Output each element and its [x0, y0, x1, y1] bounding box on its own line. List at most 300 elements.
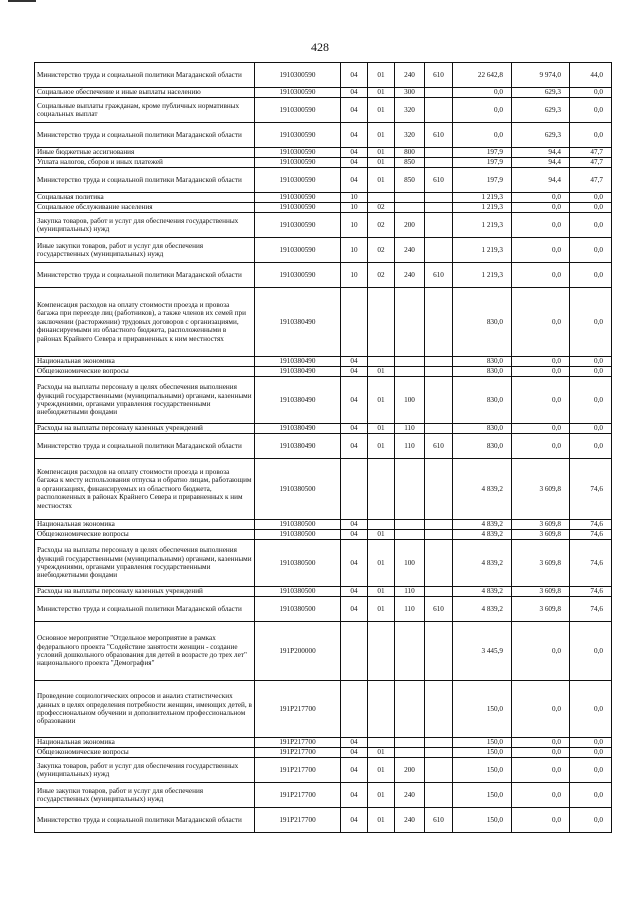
cell-admin-code: [425, 357, 453, 367]
cell-subsection: 01: [368, 530, 395, 540]
cell-expense-type: 320: [395, 123, 425, 148]
cell-name: Министерство труда и социальной политики Магаданской области: [35, 434, 255, 459]
cell-percent: 47,7: [570, 168, 612, 193]
cell-percent: 74,6: [570, 597, 612, 622]
cell-admin-code: 610: [425, 263, 453, 288]
cell-percent: 0,0: [570, 783, 612, 808]
table-row: [35, 148, 612, 158]
cell-subsection: 01: [368, 808, 395, 833]
cell-subsection: 01: [368, 434, 395, 459]
cell-subsection: [368, 681, 395, 738]
cell-actual-amount: 0,0: [512, 193, 570, 203]
cell-actual-amount: 3 609,8: [512, 540, 570, 587]
cell-plan-amount: 4 839,2: [453, 587, 512, 597]
cell-section: 04: [341, 377, 368, 424]
cell-percent: 0,0: [570, 263, 612, 288]
cell-expense-type: [395, 681, 425, 738]
cell-expense-type: [395, 288, 425, 357]
cell-admin-code: [425, 238, 453, 263]
cell-expense-type: 200: [395, 758, 425, 783]
cell-admin-code: [425, 783, 453, 808]
cell-subsection: [368, 622, 395, 681]
cell-name: Министерство труда и социальной политики Магаданской области: [35, 597, 255, 622]
cell-name: Национальная экономика: [35, 520, 255, 530]
cell-percent: 74,6: [570, 520, 612, 530]
table-row: [35, 424, 612, 434]
cell-name: Министерство труда и социальной политики Магаданской области: [35, 63, 255, 88]
table-row: [35, 88, 612, 98]
cell-expense-type: 110: [395, 597, 425, 622]
cell-section: 04: [341, 424, 368, 434]
cell-subsection: 01: [368, 783, 395, 808]
cell-target-code: 1910300590: [255, 238, 341, 263]
cell-expense-type: 300: [395, 88, 425, 98]
cell-target-code: 1910380500: [255, 597, 341, 622]
cell-plan-amount: 830,0: [453, 434, 512, 459]
cell-name: Расходы на выплаты персоналу в целях обеспечения выполнения функций государственными (муниципальными) органами, казенными учреждениями, органами управления государственными внебюджетными фондами: [35, 540, 255, 587]
cell-plan-amount: 4 839,2: [453, 530, 512, 540]
cell-target-code: 1910300590: [255, 98, 341, 123]
cell-subsection: [368, 738, 395, 748]
cell-expense-type: [395, 530, 425, 540]
cell-expense-type: 850: [395, 168, 425, 193]
cell-section: 04: [341, 587, 368, 597]
table-row: [35, 98, 612, 123]
cell-actual-amount: 0,0: [512, 783, 570, 808]
cell-section: 04: [341, 123, 368, 148]
cell-section: 04: [341, 758, 368, 783]
cell-expense-type: 320: [395, 98, 425, 123]
cell-admin-code: 610: [425, 168, 453, 193]
cell-percent: 74,6: [570, 587, 612, 597]
cell-name: Закупка товаров, работ и услуг для обеспечения государственных (муниципальных) нужд: [35, 758, 255, 783]
cell-expense-type: 800: [395, 148, 425, 158]
cell-admin-code: [425, 530, 453, 540]
cell-section: 04: [341, 808, 368, 833]
table-row: [35, 597, 612, 622]
cell-actual-amount: 0,0: [512, 238, 570, 263]
cell-section: 04: [341, 88, 368, 98]
cell-subsection: 01: [368, 748, 395, 758]
cell-plan-amount: 150,0: [453, 748, 512, 758]
cell-subsection: [368, 193, 395, 203]
cell-actual-amount: 94,4: [512, 168, 570, 193]
cell-target-code: 1910380490: [255, 424, 341, 434]
cell-plan-amount: 4 839,2: [453, 520, 512, 530]
cell-percent: 0,0: [570, 288, 612, 357]
table-row: [35, 203, 612, 213]
cell-subsection: 01: [368, 98, 395, 123]
cell-admin-code: 610: [425, 434, 453, 459]
cell-name: Иные закупки товаров, работ и услуг для обеспечения государственных (муниципальных) нужд: [35, 238, 255, 263]
cell-section: 10: [341, 238, 368, 263]
cell-name: Национальная экономика: [35, 738, 255, 748]
table-row: [35, 540, 612, 587]
cell-actual-amount: 629,3: [512, 98, 570, 123]
cell-admin-code: [425, 622, 453, 681]
table-row: [35, 263, 612, 288]
cell-actual-amount: 0,0: [512, 738, 570, 748]
cell-admin-code: [425, 377, 453, 424]
cell-target-code: 1910300590: [255, 88, 341, 98]
top-edge-mark: [8, 0, 36, 2]
table-row: [35, 377, 612, 424]
cell-subsection: 02: [368, 203, 395, 213]
cell-actual-amount: 0,0: [512, 681, 570, 738]
cell-name: Расходы на выплаты персоналу казенных учреждений: [35, 587, 255, 597]
table-row: [35, 213, 612, 238]
cell-name: Расходы на выплаты персоналу казенных учреждений: [35, 424, 255, 434]
cell-admin-code: 610: [425, 63, 453, 88]
cell-actual-amount: 94,4: [512, 158, 570, 168]
cell-target-code: 1910380490: [255, 288, 341, 357]
cell-actual-amount: 0,0: [512, 357, 570, 367]
cell-percent: 0,0: [570, 622, 612, 681]
cell-actual-amount: 0,0: [512, 288, 570, 357]
cell-plan-amount: 150,0: [453, 808, 512, 833]
cell-admin-code: [425, 148, 453, 158]
cell-name: Уплата налогов, сборов и иных платежей: [35, 158, 255, 168]
cell-expense-type: 240: [395, 783, 425, 808]
cell-subsection: 02: [368, 263, 395, 288]
cell-actual-amount: 0,0: [512, 263, 570, 288]
cell-percent: 47,7: [570, 148, 612, 158]
cell-plan-amount: 830,0: [453, 357, 512, 367]
cell-target-code: 1910380500: [255, 530, 341, 540]
cell-percent: 74,6: [570, 540, 612, 587]
table-row: [35, 520, 612, 530]
cell-plan-amount: 0,0: [453, 123, 512, 148]
cell-name: Общеэкономические вопросы: [35, 367, 255, 377]
cell-plan-amount: 197,9: [453, 148, 512, 158]
table-row: [35, 587, 612, 597]
cell-plan-amount: 150,0: [453, 783, 512, 808]
cell-actual-amount: 0,0: [512, 808, 570, 833]
cell-name: Расходы на выплаты персоналу в целях обеспечения выполнения функций государственными (муниципальными) органами, казенными учреждениями, органами управления государственными внебюджетными фондами: [35, 377, 255, 424]
cell-actual-amount: 9 974,0: [512, 63, 570, 88]
table-row: [35, 808, 612, 833]
cell-expense-type: [395, 748, 425, 758]
cell-target-code: 1910380500: [255, 587, 341, 597]
cell-plan-amount: 1 219,3: [453, 193, 512, 203]
table-row: [35, 434, 612, 459]
cell-subsection: 02: [368, 213, 395, 238]
cell-section: [341, 288, 368, 357]
cell-subsection: [368, 288, 395, 357]
cell-actual-amount: 629,3: [512, 123, 570, 148]
cell-admin-code: [425, 288, 453, 357]
cell-name: Социальное обслуживание населения: [35, 203, 255, 213]
cell-actual-amount: 3 609,8: [512, 530, 570, 540]
cell-expense-type: 240: [395, 263, 425, 288]
cell-name: Закупка товаров, работ и услуг для обеспечения государственных (муниципальных) нужд: [35, 213, 255, 238]
table-row: [35, 288, 612, 357]
cell-name: Иные закупки товаров, работ и услуг для обеспечения государственных (муниципальных) нужд: [35, 783, 255, 808]
cell-target-code: 191P217700: [255, 748, 341, 758]
cell-actual-amount: 3 609,8: [512, 520, 570, 530]
cell-section: [341, 459, 368, 520]
cell-admin-code: [425, 459, 453, 520]
cell-percent: 0,0: [570, 424, 612, 434]
table-row: [35, 783, 612, 808]
cell-subsection: 01: [368, 63, 395, 88]
cell-plan-amount: 1 219,3: [453, 263, 512, 288]
cell-subsection: [368, 357, 395, 367]
cell-plan-amount: 0,0: [453, 98, 512, 123]
cell-actual-amount: 0,0: [512, 203, 570, 213]
cell-plan-amount: 830,0: [453, 424, 512, 434]
cell-percent: 0,0: [570, 203, 612, 213]
cell-subsection: 01: [368, 540, 395, 587]
cell-admin-code: [425, 540, 453, 587]
cell-admin-code: [425, 158, 453, 168]
cell-section: 04: [341, 597, 368, 622]
cell-subsection: 01: [368, 597, 395, 622]
cell-actual-amount: 0,0: [512, 424, 570, 434]
cell-percent: 0,0: [570, 808, 612, 833]
cell-percent: 0,0: [570, 758, 612, 783]
cell-name: Министерство труда и социальной политики Магаданской области: [35, 123, 255, 148]
cell-subsection: 01: [368, 168, 395, 193]
cell-section: 04: [341, 520, 368, 530]
table-row: [35, 168, 612, 193]
cell-target-code: 191P217700: [255, 681, 341, 738]
cell-target-code: 1910380490: [255, 377, 341, 424]
cell-percent: 0,0: [570, 377, 612, 424]
cell-plan-amount: 3 445,9: [453, 622, 512, 681]
cell-section: [341, 681, 368, 738]
cell-expense-type: 240: [395, 808, 425, 833]
page-number: 428: [311, 40, 329, 54]
cell-target-code: 1910300590: [255, 263, 341, 288]
cell-target-code: 1910380490: [255, 367, 341, 377]
cell-percent: 0,0: [570, 681, 612, 738]
cell-expense-type: [395, 738, 425, 748]
cell-actual-amount: 94,4: [512, 148, 570, 158]
cell-section: [341, 622, 368, 681]
cell-subsection: 01: [368, 424, 395, 434]
cell-target-code: 1910300590: [255, 193, 341, 203]
cell-target-code: 1910380500: [255, 459, 341, 520]
cell-name: Социальное обеспечение и иные выплаты населению: [35, 88, 255, 98]
cell-actual-amount: 0,0: [512, 434, 570, 459]
cell-name: Социальные выплаты гражданам, кроме публичных нормативных социальных выплат: [35, 98, 255, 123]
cell-admin-code: [425, 424, 453, 434]
cell-actual-amount: 0,0: [512, 622, 570, 681]
cell-subsection: 01: [368, 158, 395, 168]
cell-subsection: 01: [368, 587, 395, 597]
cell-section: 04: [341, 367, 368, 377]
cell-name: Общеэкономические вопросы: [35, 748, 255, 758]
cell-plan-amount: 150,0: [453, 681, 512, 738]
cell-section: 04: [341, 738, 368, 748]
table-row: [35, 758, 612, 783]
cell-expense-type: [395, 203, 425, 213]
cell-expense-type: 100: [395, 540, 425, 587]
cell-subsection: 02: [368, 238, 395, 263]
cell-name: Компенсация расходов на оплату стоимости проезда и провоза багажа при переезде лиц (работников), а также членов их семей при заключении (расторжении) трудовых договоров с организациями, финансируемыми из областного бюджета, расположенными в районах Крайнего Севера и приравненных к ним местностях: [35, 288, 255, 357]
cell-target-code: 1910380500: [255, 540, 341, 587]
cell-expense-type: [395, 367, 425, 377]
table-row: [35, 681, 612, 738]
cell-section: 04: [341, 783, 368, 808]
cell-percent: 0,0: [570, 434, 612, 459]
cell-section: 04: [341, 98, 368, 123]
cell-actual-amount: 0,0: [512, 367, 570, 377]
cell-actual-amount: 0,0: [512, 377, 570, 424]
cell-subsection: [368, 520, 395, 530]
cell-plan-amount: 1 219,3: [453, 238, 512, 263]
cell-target-code: 1910380490: [255, 434, 341, 459]
cell-expense-type: 200: [395, 213, 425, 238]
cell-plan-amount: 830,0: [453, 377, 512, 424]
cell-actual-amount: 0,0: [512, 213, 570, 238]
budget-table: [34, 62, 612, 833]
cell-name: Национальная экономика: [35, 357, 255, 367]
cell-name: Общеэкономические вопросы: [35, 530, 255, 540]
cell-admin-code: 610: [425, 123, 453, 148]
cell-plan-amount: 4 839,2: [453, 597, 512, 622]
cell-percent: 0,0: [570, 193, 612, 203]
cell-target-code: 191P217700: [255, 758, 341, 783]
cell-target-code: 1910300590: [255, 158, 341, 168]
cell-section: 10: [341, 263, 368, 288]
table-row: [35, 158, 612, 168]
cell-admin-code: [425, 587, 453, 597]
table-row: [35, 123, 612, 148]
cell-admin-code: 610: [425, 808, 453, 833]
cell-section: 04: [341, 434, 368, 459]
cell-plan-amount: 197,9: [453, 158, 512, 168]
table-row: [35, 367, 612, 377]
cell-percent: 74,6: [570, 530, 612, 540]
cell-target-code: 191P217700: [255, 808, 341, 833]
cell-plan-amount: 1 219,3: [453, 213, 512, 238]
cell-admin-code: [425, 203, 453, 213]
cell-section: 04: [341, 748, 368, 758]
cell-subsection: 01: [368, 377, 395, 424]
cell-actual-amount: 3 609,8: [512, 597, 570, 622]
cell-percent: 0,0: [570, 88, 612, 98]
cell-name: Иные бюджетные ассигнования: [35, 148, 255, 158]
cell-expense-type: [395, 622, 425, 681]
cell-admin-code: [425, 748, 453, 758]
cell-target-code: 1910300590: [255, 168, 341, 193]
cell-percent: 44,0: [570, 63, 612, 88]
cell-admin-code: [425, 681, 453, 738]
cell-target-code: 1910300590: [255, 213, 341, 238]
cell-percent: 0,0: [570, 123, 612, 148]
cell-name: Компенсация расходов на оплату стоимости проезда и провоза багажа к месту использования отпуска и обратно лицам, работающим в организациях, финансируемых из областного бюджета, расположенных в районах Крайнего Севера и приравненных к ним местностях: [35, 459, 255, 520]
cell-subsection: 01: [368, 758, 395, 783]
table-row: [35, 193, 612, 203]
cell-percent: 47,7: [570, 158, 612, 168]
cell-name: Основное мероприятие "Отдельное мероприятие в рамках федерального проекта "Содействие занятости женщин - создание условий дошкольного образования для детей в возрасте до трех лет" национального проекта "Демография": [35, 622, 255, 681]
cell-name: Проведение социологических опросов и анализ статистических данных в целях определения потребности женщин, имеющих детей, в профессиональном обучении и дополнительном профессиональном образовании: [35, 681, 255, 738]
cell-name: Министерство труда и социальной политики Магаданской области: [35, 808, 255, 833]
cell-plan-amount: 197,9: [453, 168, 512, 193]
table-row: [35, 738, 612, 748]
table-row: [35, 748, 612, 758]
cell-plan-amount: 830,0: [453, 367, 512, 377]
table-row: [35, 238, 612, 263]
cell-admin-code: [425, 88, 453, 98]
cell-percent: 0,0: [570, 357, 612, 367]
cell-plan-amount: 830,0: [453, 288, 512, 357]
cell-expense-type: 110: [395, 424, 425, 434]
cell-target-code: 1910300590: [255, 123, 341, 148]
cell-plan-amount: 150,0: [453, 758, 512, 783]
cell-actual-amount: 3 609,8: [512, 587, 570, 597]
cell-percent: 0,0: [570, 238, 612, 263]
table-body: [35, 63, 612, 833]
cell-admin-code: [425, 98, 453, 123]
cell-percent: 0,0: [570, 98, 612, 123]
cell-plan-amount: 0,0: [453, 88, 512, 98]
cell-plan-amount: 4 839,2: [453, 459, 512, 520]
cell-plan-amount: 22 642,8: [453, 63, 512, 88]
cell-expense-type: [395, 459, 425, 520]
cell-expense-type: 110: [395, 587, 425, 597]
cell-expense-type: 100: [395, 377, 425, 424]
cell-plan-amount: 4 839,2: [453, 540, 512, 587]
cell-section: 04: [341, 168, 368, 193]
cell-expense-type: [395, 357, 425, 367]
cell-section: 04: [341, 158, 368, 168]
cell-target-code: 1910300590: [255, 203, 341, 213]
table-row: [35, 459, 612, 520]
cell-expense-type: [395, 193, 425, 203]
cell-target-code: 191P217700: [255, 738, 341, 748]
cell-expense-type: 850: [395, 158, 425, 168]
cell-section: 10: [341, 203, 368, 213]
cell-actual-amount: 0,0: [512, 748, 570, 758]
cell-section: 04: [341, 357, 368, 367]
cell-percent: 0,0: [570, 748, 612, 758]
cell-section: 04: [341, 540, 368, 587]
cell-subsection: 01: [368, 88, 395, 98]
cell-expense-type: 240: [395, 63, 425, 88]
cell-expense-type: 240: [395, 238, 425, 263]
cell-section: 04: [341, 530, 368, 540]
cell-admin-code: [425, 367, 453, 377]
cell-subsection: 01: [368, 148, 395, 158]
cell-admin-code: 610: [425, 597, 453, 622]
table-row: [35, 530, 612, 540]
cell-plan-amount: 1 219,3: [453, 203, 512, 213]
cell-name: Социальная политика: [35, 193, 255, 203]
table-row: [35, 622, 612, 681]
cell-subsection: [368, 459, 395, 520]
cell-subsection: 01: [368, 123, 395, 148]
cell-target-code: 191P217700: [255, 783, 341, 808]
cell-expense-type: 110: [395, 434, 425, 459]
cell-section: 04: [341, 148, 368, 158]
cell-percent: 0,0: [570, 213, 612, 238]
cell-admin-code: [425, 738, 453, 748]
cell-admin-code: [425, 213, 453, 238]
cell-percent: 0,0: [570, 367, 612, 377]
cell-target-code: 1910380500: [255, 520, 341, 530]
cell-target-code: 1910300590: [255, 63, 341, 88]
cell-percent: 74,6: [570, 459, 612, 520]
cell-name: Министерство труда и социальной политики Магаданской области: [35, 168, 255, 193]
cell-admin-code: [425, 520, 453, 530]
cell-target-code: 191P200000: [255, 622, 341, 681]
cell-target-code: 1910300590: [255, 148, 341, 158]
cell-target-code: 1910380490: [255, 357, 341, 367]
cell-subsection: 01: [368, 367, 395, 377]
